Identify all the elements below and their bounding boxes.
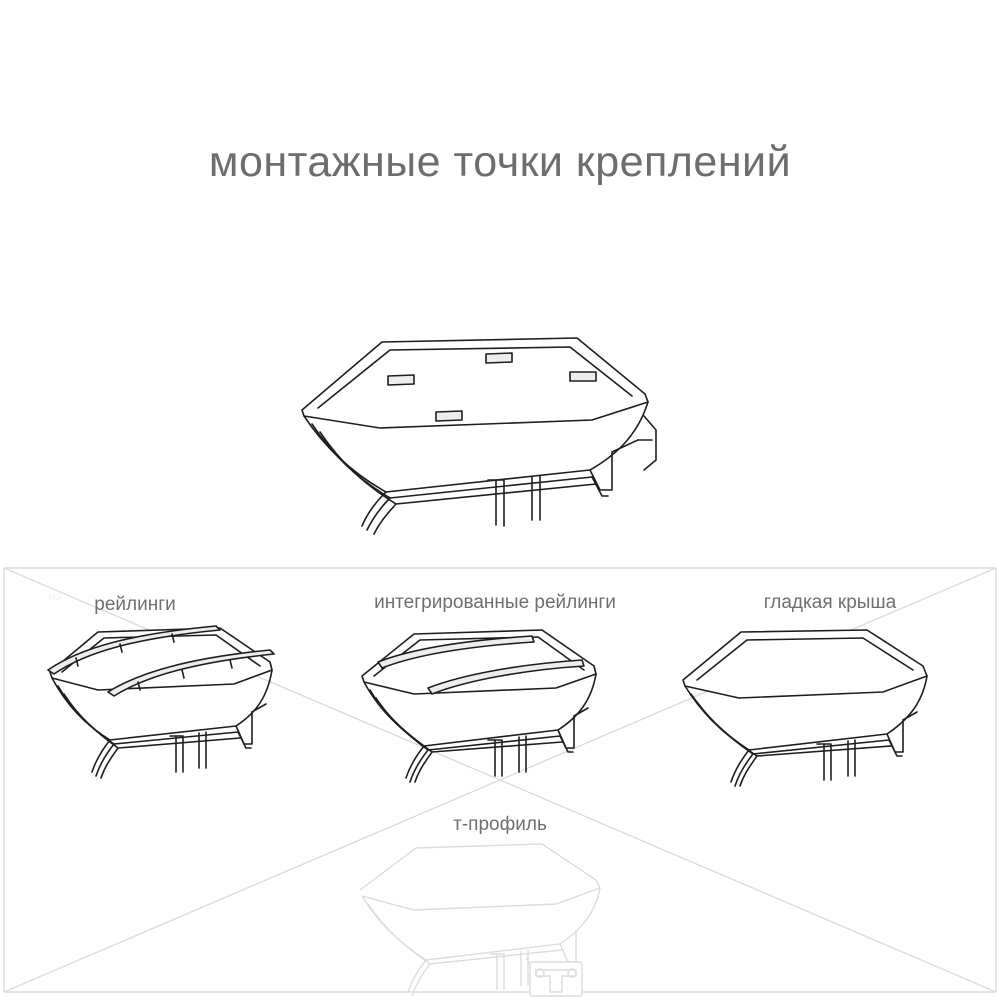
variant-label-smooth-roof: гладкая крыша xyxy=(763,592,897,613)
t-profile-svg xyxy=(330,830,670,1000)
ghost-text-side: из xyxy=(48,588,62,603)
railings-svg xyxy=(20,600,330,800)
variant-label-t-profile: т-профиль xyxy=(453,814,547,835)
variant-label-railings: рейлинги xyxy=(94,594,176,615)
variant-illustration-t-profile xyxy=(330,830,670,1000)
variant-illustration-smooth-roof xyxy=(655,600,985,800)
car-roof-mounting-points-illustration xyxy=(240,320,710,550)
integrated-railings-svg xyxy=(330,600,660,800)
variant-illustration-integrated-railings xyxy=(330,600,660,800)
page-title: монтажные точки креплений xyxy=(208,138,792,186)
variant-illustration-railings xyxy=(20,600,330,800)
hero-svg xyxy=(240,320,710,550)
t-profile-detail-callout xyxy=(530,962,582,996)
smooth-roof-svg xyxy=(655,600,985,800)
variant-label-integrated-railings: интегрированные рейлинги xyxy=(374,592,616,613)
